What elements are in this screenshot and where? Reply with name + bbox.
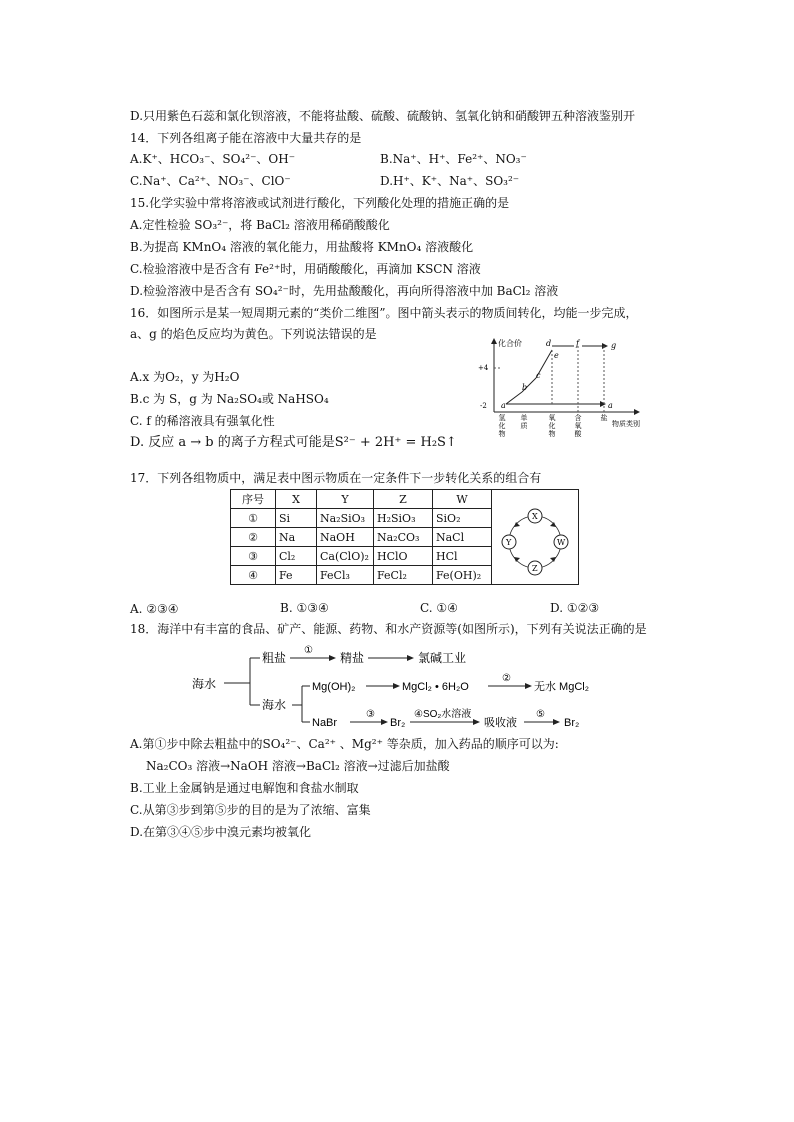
seawater-flow-diagram bbox=[190, 636, 620, 732]
point-d-label: d bbox=[546, 339, 552, 348]
q14-option-b: B.Na⁺、H⁺、Fe²⁺、NO₃⁻ bbox=[380, 152, 527, 166]
x-category-label: 含氧酸 bbox=[574, 414, 582, 438]
table-cell: H₂SiO₃ bbox=[374, 509, 433, 528]
conversion-cycle-diagram bbox=[492, 490, 578, 595]
q15-option-d: D.检验溶液中是否含有 SO₄²⁻时，先用盐酸酸化，再向所得溶液中加 BaCl₂ 溶液 bbox=[130, 284, 559, 298]
x-category-label: 氢化物 bbox=[498, 414, 506, 438]
q17-stem: 17．下列各组物质中，满足表中图示物质在一定条件下一步转化关系的组合有 bbox=[130, 471, 542, 485]
q18-option-b: B.工业上金属钠是通过电解饱和食盐水制取 bbox=[130, 781, 359, 795]
table-cell: FeCl₃ bbox=[317, 566, 374, 585]
arrow-a-b bbox=[506, 392, 522, 404]
point-e-label: e bbox=[554, 351, 559, 360]
brine-label: 海水 bbox=[262, 698, 287, 712]
q16-option-b: B.c 为 S，g 为 Na₂SO₄或 NaHSO₄ bbox=[130, 392, 329, 406]
q17-option-b: B. ①③④ bbox=[280, 601, 329, 615]
table-cell: HCl bbox=[433, 547, 492, 566]
q16-stem-1: 16．如图所示是某一短周期元素的“类价二维图”。图中箭头表示的物质间转化，均能一步完成， bbox=[130, 306, 638, 320]
table-cell: HClO bbox=[374, 547, 433, 566]
header-z: Z bbox=[374, 490, 433, 509]
table-cell: ③ bbox=[231, 547, 276, 566]
y-axis-label: 化合价 bbox=[498, 339, 522, 348]
point-b-label: b bbox=[522, 383, 528, 392]
header-index: 序号 bbox=[231, 490, 276, 509]
q14-option-c: C.Na⁺、Ca²⁺、NO₃⁻、ClO⁻ bbox=[130, 174, 291, 188]
table-cell: Fe bbox=[276, 566, 317, 585]
arrowhead bbox=[602, 343, 608, 349]
point-a2-label: a bbox=[608, 401, 613, 410]
crude-salt-label: 粗盐 bbox=[262, 651, 287, 665]
q13-option-d: D.只用紫色石蕊和氯化钡溶液，不能将盐酸、硫酸、硫酸钠、氢氧化钠和硝酸钾五种溶液鉴别开 bbox=[130, 109, 636, 123]
br2-label-2: Br₂ bbox=[564, 717, 580, 729]
step3-label: ③ bbox=[366, 709, 375, 720]
q14-stem: 14．下列各组离子能在溶液中大量共存的是 bbox=[130, 131, 362, 145]
point-f-label: f bbox=[576, 339, 579, 348]
q18-option-a-line2: Na₂CO₃ 溶液→NaOH 溶液→BaCl₂ 溶液→过滤后加盐酸 bbox=[146, 759, 450, 773]
table-cell: Na₂SiO₃ bbox=[317, 509, 374, 528]
q14-option-d: D.H⁺、K⁺、Na⁺、SO₃²⁻ bbox=[380, 174, 520, 188]
table-cell: SiO₂ bbox=[433, 509, 492, 528]
q18-option-d: D.在第③④⑤步中溴元素均被氧化 bbox=[130, 825, 312, 839]
br2-label-1: Br₂ bbox=[390, 717, 406, 729]
nabr-label: NaBr bbox=[312, 717, 338, 729]
table-cell: ① bbox=[231, 509, 276, 528]
q16-option-a: A.x 为O₂，y 为H₂O bbox=[130, 370, 240, 384]
q18-option-a-line1: A.第①步中除去粗盐中的SO₄²⁻、Ca²⁺ 、Mg²⁺ 等杂质，加入药品的顺序可以为: bbox=[130, 737, 559, 751]
y-tick-low: -2 bbox=[480, 402, 487, 410]
table-cell: FeCl₂ bbox=[374, 566, 433, 585]
table-cell: Na bbox=[276, 528, 317, 547]
node-x-label: X bbox=[532, 512, 538, 521]
q17-option-c: C. ①④ bbox=[420, 601, 458, 615]
x-axis-label: 物质类别 bbox=[612, 420, 640, 428]
valence-class-chart bbox=[472, 334, 642, 444]
q17-option-d: D. ①②③ bbox=[550, 601, 600, 615]
point-a-label: a bbox=[501, 401, 506, 410]
q16-option-c: C. f 的稀溶液具有强氧化性 bbox=[130, 414, 275, 428]
step2-label: ② bbox=[502, 673, 511, 684]
header-y: Y bbox=[317, 490, 374, 509]
table-cell: Si bbox=[276, 509, 317, 528]
absorb-liquid-label: 吸收液 bbox=[484, 717, 517, 729]
q15-option-c: C.检验溶液中是否含有 Fe²⁺时，用硝酸酸化，再滴加 KSCN 溶液 bbox=[130, 262, 481, 276]
table-cell: Cl₂ bbox=[276, 547, 317, 566]
point-c-label: c bbox=[536, 371, 541, 380]
header-x: X bbox=[276, 490, 317, 509]
q16-stem-2: a、g 的焰色反应均为黄色。下列说法错误的是 bbox=[130, 327, 377, 341]
table-header-row bbox=[231, 490, 579, 509]
x-category-labels bbox=[499, 413, 608, 438]
node-z-label: Z bbox=[532, 564, 538, 573]
mgoh2-label: Mg(OH)₂ bbox=[312, 681, 356, 693]
q15-stem: 15.化学实验中常将溶液或试剂进行酸化，下列酸化处理的措施正确的是 bbox=[130, 196, 510, 210]
refined-salt-label: 精盐 bbox=[340, 651, 365, 665]
q15-option-b: B.为提高 KMnO₄ 溶液的氧化能力，用盐酸将 KMnO₄ 溶液酸化 bbox=[130, 240, 474, 254]
y-tick-top: +4 bbox=[478, 364, 489, 372]
x-category-label: 盐 bbox=[600, 414, 608, 422]
mgcl2-hydrate-label: MgCl₂ • 6H₂O bbox=[402, 681, 469, 693]
x-category-label: 氧化物 bbox=[548, 414, 556, 438]
x-category-label: 单质 bbox=[520, 414, 528, 430]
step1-label: ① bbox=[304, 645, 313, 656]
table-cell: ④ bbox=[231, 566, 276, 585]
y-axis-arrow bbox=[491, 338, 497, 344]
q14-option-a: A.K⁺、HCO₃⁻、SO₄²⁻、OH⁻ bbox=[130, 152, 296, 166]
q17-option-a: A. ②③④ bbox=[130, 602, 179, 616]
header-w: W bbox=[433, 490, 492, 509]
table-cell: Fe(OH)₂ bbox=[433, 566, 492, 585]
point-g-label: g bbox=[611, 341, 617, 350]
anhydrous-mgcl2-label: 无水 MgCl₂ bbox=[534, 681, 589, 693]
q18-stem: 18．海洋中有丰富的食品、矿产、能源、药物、和水产资源等(如图所示)，下列有关说法正确的是 bbox=[130, 622, 647, 636]
table-cell: ② bbox=[231, 528, 276, 547]
table-cell: Ca(ClO)₂ bbox=[317, 547, 374, 566]
q16-option-d: D. 反应 a → b 的离子方程式可能是S²⁻ + 2H⁺ = H₂S↑ bbox=[130, 435, 457, 450]
x-axis-arrow bbox=[634, 409, 640, 415]
chlor-alkali-label: 氯碱工业 bbox=[418, 651, 467, 665]
step5-label: ⑤ bbox=[536, 709, 545, 720]
table-cell: NaCl bbox=[433, 528, 492, 547]
node-w-label: W bbox=[557, 538, 566, 547]
node-y-label: Y bbox=[506, 538, 512, 547]
table-cell: NaOH bbox=[317, 528, 374, 547]
q17-table bbox=[230, 489, 579, 585]
q15-option-a: A.定性检验 SO₃²⁻，将 BaCl₂ 溶液用稀硝酸酸化 bbox=[130, 218, 390, 232]
seawater-label: 海水 bbox=[192, 677, 217, 691]
step4-label: ④SO₂水溶液 bbox=[414, 709, 472, 720]
table-cell: Na₂CO₃ bbox=[374, 528, 433, 547]
arrowhead bbox=[600, 401, 606, 407]
cycle-diagram-cell bbox=[492, 490, 579, 585]
q18-option-c: C.从第③步到第⑤步的目的是为了浓缩、富集 bbox=[130, 803, 371, 817]
